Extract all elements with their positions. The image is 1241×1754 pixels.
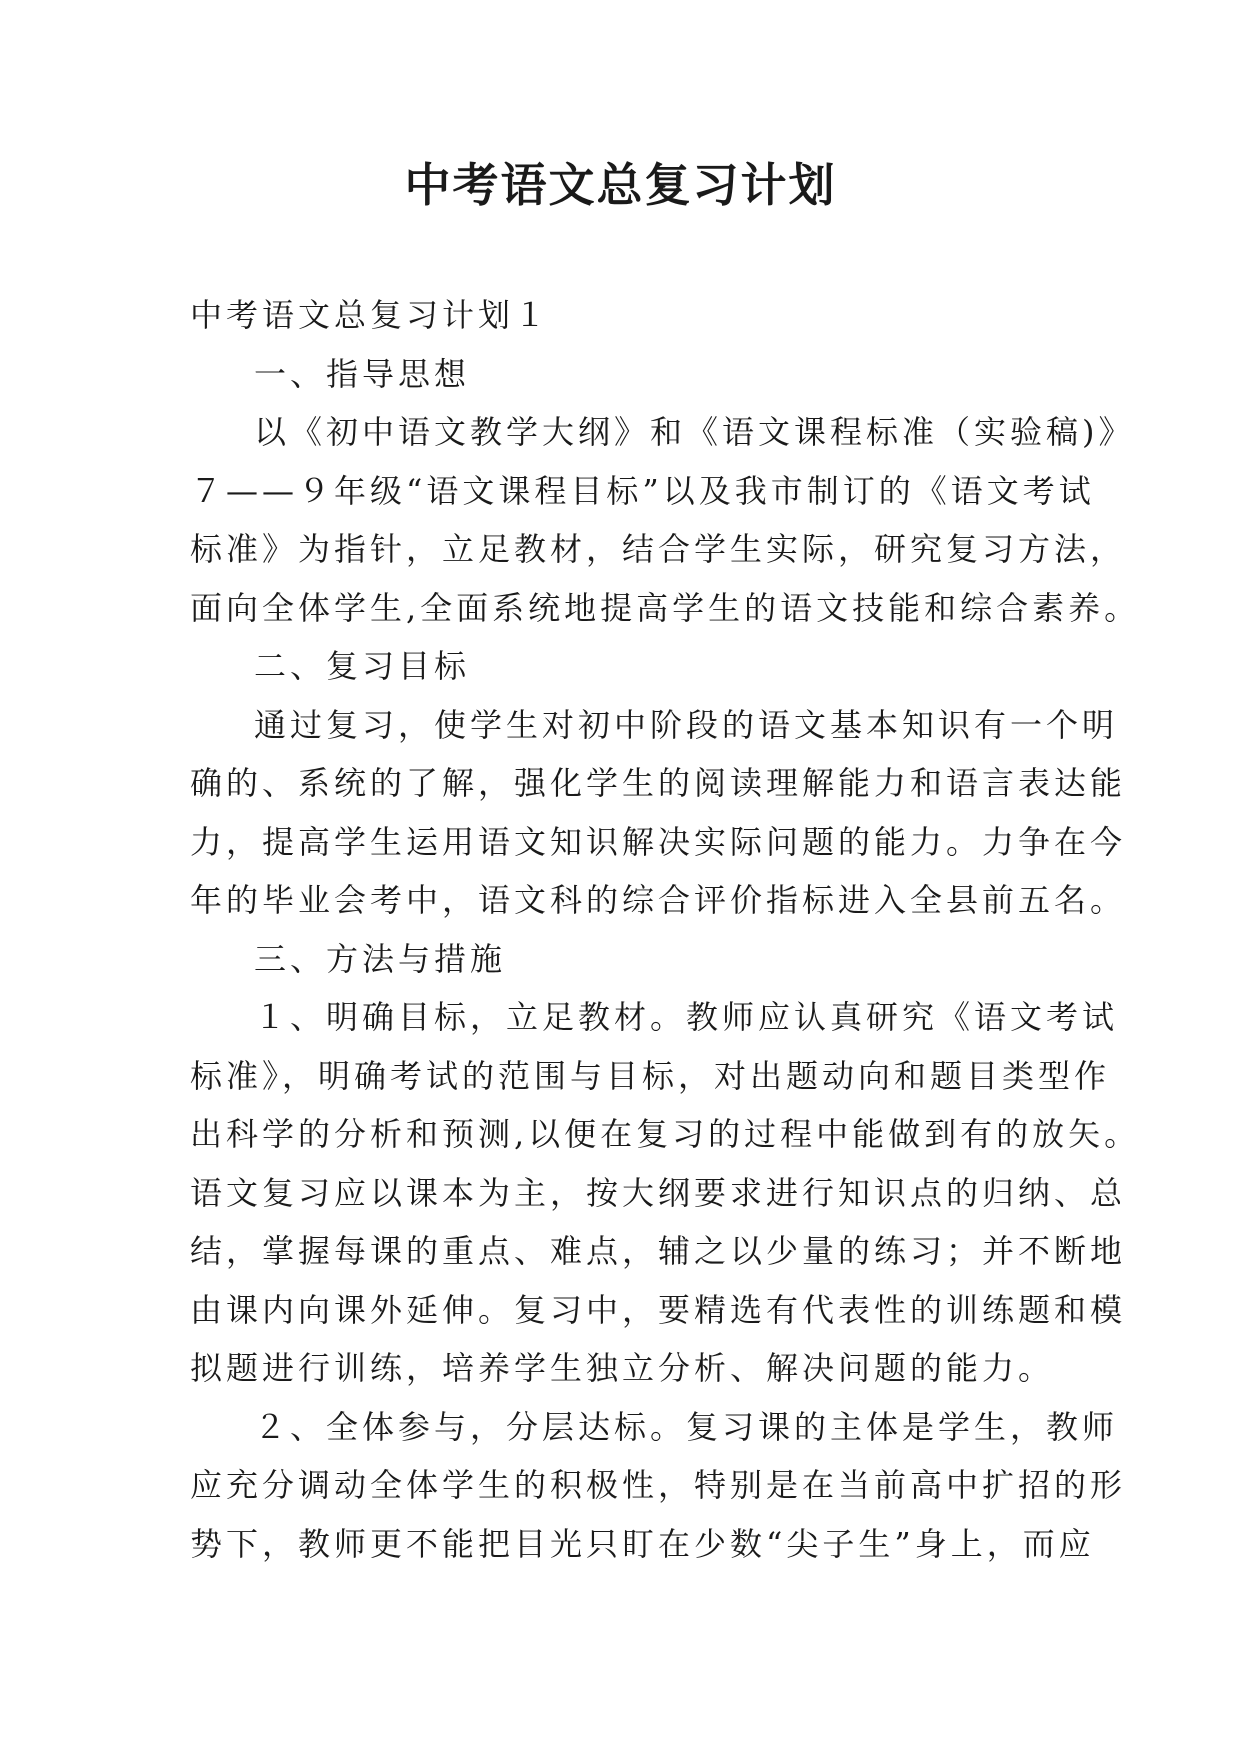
body-line: 以《初中语文教学大纲》和《语文课程标准（实验稿)》 (254, 413, 1135, 451)
body-line: 出科学的分析和预测,以便在复习的过程中能做到有的放矢。 (190, 1115, 1141, 1153)
body-line: 中考语文总复习计划１ (190, 296, 551, 334)
body-line: 二、复习目标 (254, 647, 471, 685)
document-title: 中考语文总复习计划 (404, 158, 837, 212)
body-line: 势下，教师更不能把目光只盯在少数“尖子生”身上，而应 (190, 1524, 1095, 1563)
body-line: 拟题进行训练，培养学生独立分析、解决问题的能力。 (190, 1349, 1055, 1387)
body-line: 由课内向课外延伸。复习中，要精选有代表性的训练题和模 (190, 1290, 1127, 1329)
body-line: 通过复习，使学生对初中阶段的语文基本知识有一个明 (254, 705, 1119, 744)
body-line: 一、指导思想 (254, 354, 471, 393)
body-line: 三、方法与措施 (254, 939, 507, 978)
body-line: 面向全体学生,全面系统地提高学生的语文技能和综合素养。 (190, 588, 1141, 627)
body-line: 力，提高学生运用语文知识解决实际问题的能力。力争在今 (190, 822, 1127, 861)
body-line: 年的毕业会考中，语文科的综合评价指标进入全县前五名。 (190, 881, 1127, 919)
body-line: 语文复习应以课本为主，按大纲要求进行知识点的归纳、总 (190, 1173, 1127, 1212)
document-body (190, 286, 1141, 1573)
body-line: 标准》为指针，立足教材，结合学生实际，研究复习方法， (190, 530, 1127, 568)
body-line: 结，掌握每课的重点、难点，辅之以少量的练习；并不断地 (190, 1232, 1127, 1270)
body-line: ７——９年级“语文课程目标”以及我市制订的《语文考试 (190, 471, 1095, 510)
body-line: 标准》，明确考试的范围与目标，对出题动向和题目类型作 (190, 1056, 1111, 1095)
body-line: 确的、系统的了解，强化学生的阅读理解能力和语言表达能 (190, 764, 1127, 802)
body-line: １、明确目标，立足教材。教师应认真研究《语文考试 (254, 998, 1119, 1036)
body-line: 应充分调动全体学生的积极性，特别是在当前高中扩招的形 (190, 1466, 1127, 1504)
body-line: ２、全体参与，分层达标。复习课的主体是学生，教师 (254, 1407, 1119, 1446)
